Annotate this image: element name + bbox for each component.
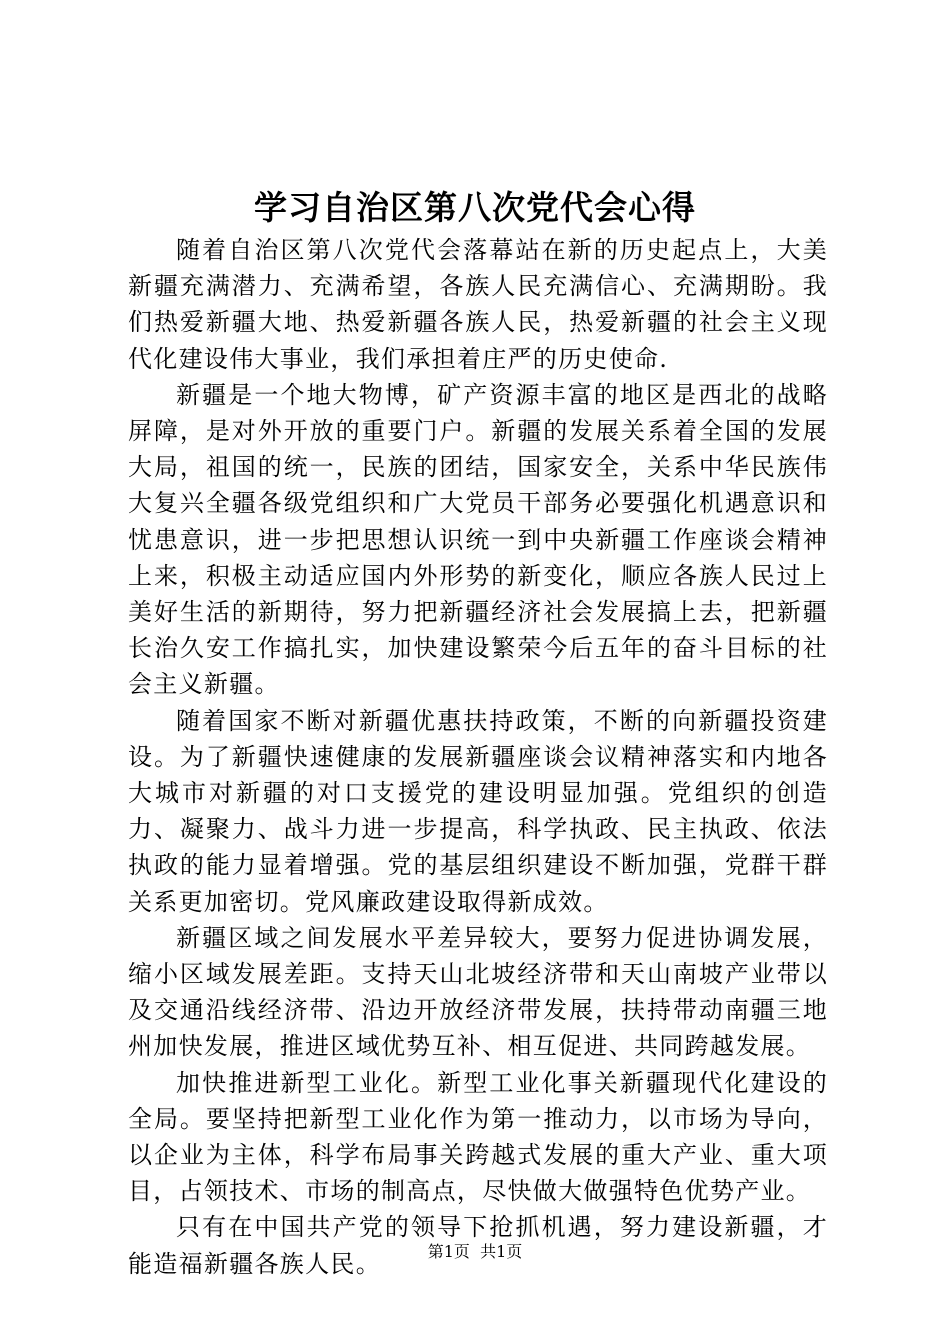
page-number-footer: 第1页 共1页 bbox=[427, 1242, 523, 1261]
paragraph-1: 随着自治区第八次党代会落幕站在新的历史起点上，大美新疆充满潜力、充满希望，各族人民充满信心、充满期盼。我们热爱新疆大地、热爱新疆各族人民，热爱新疆的社会主义现代化建设伟大事业，我们承担着庄严的历史使命. bbox=[128, 236, 828, 373]
paragraph-6: 只有在中国共产党的领导下抢抓机遇，努力建设新疆，才能造福新疆各族人民。 bbox=[128, 1213, 828, 1278]
document-title: 学习自治区第八次党代会心得 bbox=[254, 188, 696, 227]
paragraph-3: 随着国家不断对新疆优惠扶持政策，不断的向新疆投资建设。为了新疆快速健康的发展新疆座谈会议精神落实和内地各大城市对新疆的对口支援党的建设明显加强。党组织的创造力、凝聚力、战斗力进一步提高，科学执政、民主执政、依法执政的能力显着增强。党的基层组织建设不断加强，党群干群关系更加密切。党风廉政建设取得新成效。 bbox=[128, 706, 828, 916]
paragraph-2: 新疆是一个地大物博，矿产资源丰富的地区是西北的战略屏障，是对外开放的重要门户。新疆的发展关系着全国的发展大局，祖国的统一，民族的团结，国家安全，关系中华民族伟大复兴全疆各级党组织和广大党员干部务必要强化机遇意识和忧患意识，进一步把思想认识统一到中央新疆工作座谈会精神上来，积极主动适应国内外形势的新变化，顺应各族人民过上美好生活的新期待，努力把新疆经济社会发展搞上去，把新疆长治久安工作搞扎实，加快建设繁荣今后五年的奋斗目标的社会主义新疆。 bbox=[128, 380, 828, 699]
document-body bbox=[128, 232, 828, 1282]
paragraph-5: 加快推进新型工业化。新型工业化事关新疆现代化建设的全局。要坚持把新型工业化作为第一推动力，以市场为导向，以企业为主体，科学布局事关跨越式发展的重大产业、重大项目，占领技术、市场的制高点，尽快做大做强特色优势产业。 bbox=[128, 1068, 828, 1206]
paragraph-4: 新疆区域之间发展水平差异较大，要努力促进协调发展，缩小区域发展差距。支持天山北坡经济带和天山南坡产业带以及交通沿线经济带、沿边开放经济带发展，扶持带动南疆三地州加快发展，推进区域优势互补、相互促进、共同跨越发展。 bbox=[128, 923, 828, 1061]
